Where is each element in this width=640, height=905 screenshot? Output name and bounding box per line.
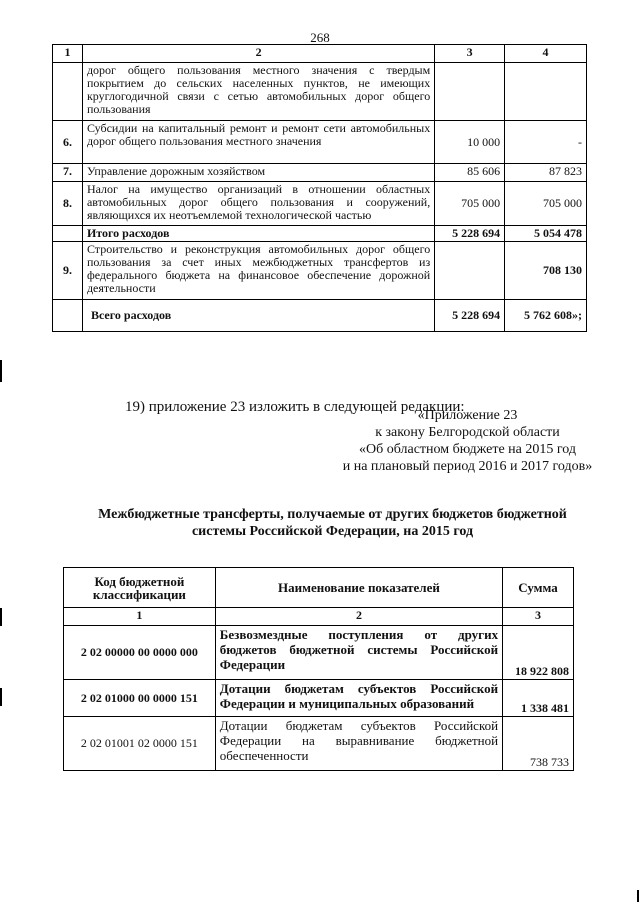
scan-mark — [0, 360, 2, 382]
row-code: 2 02 01001 02 0000 151 — [64, 717, 216, 771]
grand-total-value-3: 5 228 694 — [435, 300, 505, 332]
grand-total-label: Всего расходов — [82, 300, 434, 332]
scan-mark — [0, 688, 2, 706]
row-value-4: 708 130 — [505, 242, 587, 300]
row-number: 7. — [53, 164, 83, 182]
scan-mark — [0, 608, 2, 626]
col-header-1: 1 — [53, 45, 83, 63]
annex-line: «Приложение 23 — [417, 408, 518, 423]
table-row — [53, 164, 587, 182]
row-name: Дотации бюджетам субъектов Российской Федерации и муниципальных образований — [215, 680, 502, 717]
table-row — [64, 626, 574, 680]
row-value-3: 10 000 — [435, 121, 505, 164]
expenses-table — [52, 44, 587, 332]
table-row — [53, 226, 587, 242]
row-text: дорог общего пользования местного значения с твердым покрытием до сельских населенных пунктов, не имеющих круглогодичной связи с сетью автомобильных дорог общего пользования — [82, 63, 434, 121]
col-number-3: 3 — [503, 608, 574, 626]
row-number: 8. — [53, 182, 83, 226]
col-header-4: 4 — [505, 45, 587, 63]
table-row — [53, 182, 587, 226]
col-header-code: Код бюджетной классификации — [64, 568, 216, 608]
row-value-3: 705 000 — [435, 182, 505, 226]
row-value-4: 87 823 — [505, 164, 587, 182]
col-number-2: 2 — [215, 608, 502, 626]
row-name: Дотации бюджетам субъектов Российской Федерации на выравнивание бюджетной обеспеченности — [215, 717, 502, 771]
row-text: Налог на имущество организаций в отношении областных автомобильных дорог общего пользования и сооружений, являющихся их неотъемлемой технологической частью — [82, 182, 434, 226]
annex-line: «Об областном бюджете на 2015 год — [359, 442, 576, 457]
transfers-table — [63, 567, 574, 771]
row-value-4: - — [505, 121, 587, 164]
row-sum: 1 338 481 — [503, 680, 574, 717]
row-code: 2 02 01000 00 0000 151 — [64, 680, 216, 717]
col-header-sum: Сумма — [503, 568, 574, 608]
annex-line: и на плановый период 2016 и 2017 годов» — [342, 459, 593, 474]
row-text: Строительство и реконструкция автомобильных дорог общего пользования за счет иных межбюджетных трансфертов из федерального бюджета на финансовое обеспечение дорожной деятельности — [82, 242, 434, 300]
row-value-3 — [435, 242, 505, 300]
row-code: 2 02 00000 00 0000 000 — [64, 626, 216, 680]
table-row — [64, 680, 574, 717]
col-header-name: Наименование показателей — [215, 568, 502, 608]
scan-mark — [637, 890, 639, 902]
row-number: 9. — [53, 242, 83, 300]
table-row — [53, 242, 587, 300]
total-value-4: 5 054 478 — [505, 226, 587, 242]
page-number: 268 — [310, 30, 330, 45]
row-number: 6. — [53, 121, 83, 164]
title-line: Межбюджетные трансферты, получаемые от других бюджетов бюджетной — [98, 507, 567, 522]
annex-header — [340, 407, 595, 475]
total-value-3: 5 228 694 — [435, 226, 505, 242]
row-sum: 738 733 — [503, 717, 574, 771]
row-sum: 18 922 808 — [503, 626, 574, 680]
row-text: Управление дорожным хозяйством — [82, 164, 434, 182]
table-row — [53, 63, 587, 121]
table-row — [53, 121, 587, 164]
annex-line: к закону Белгородской области — [375, 425, 560, 440]
item-19: 19) приложение 23 изложить в следующей редакции: — [125, 399, 465, 415]
row-text: Субсидии на капитальный ремонт и ремонт сети автомобильных дорог общего пользования местного значения — [82, 121, 434, 164]
total-label: Итого расходов — [82, 226, 434, 242]
title-line: системы Российской Федерации, на 2015 год — [191, 524, 474, 539]
row-value-3: 85 606 — [435, 164, 505, 182]
col-number-1: 1 — [64, 608, 216, 626]
col-header-2: 2 — [82, 45, 434, 63]
table-row — [53, 300, 587, 332]
row-value-4: 705 000 — [505, 182, 587, 226]
row-name: Безвозмездные поступления от других бюджетов бюджетной системы Российской Федерации — [215, 626, 502, 680]
col-header-3: 3 — [435, 45, 505, 63]
grand-total-value-4: 5 762 608»; — [505, 300, 587, 332]
page-title — [60, 506, 605, 540]
table-row — [64, 717, 574, 771]
